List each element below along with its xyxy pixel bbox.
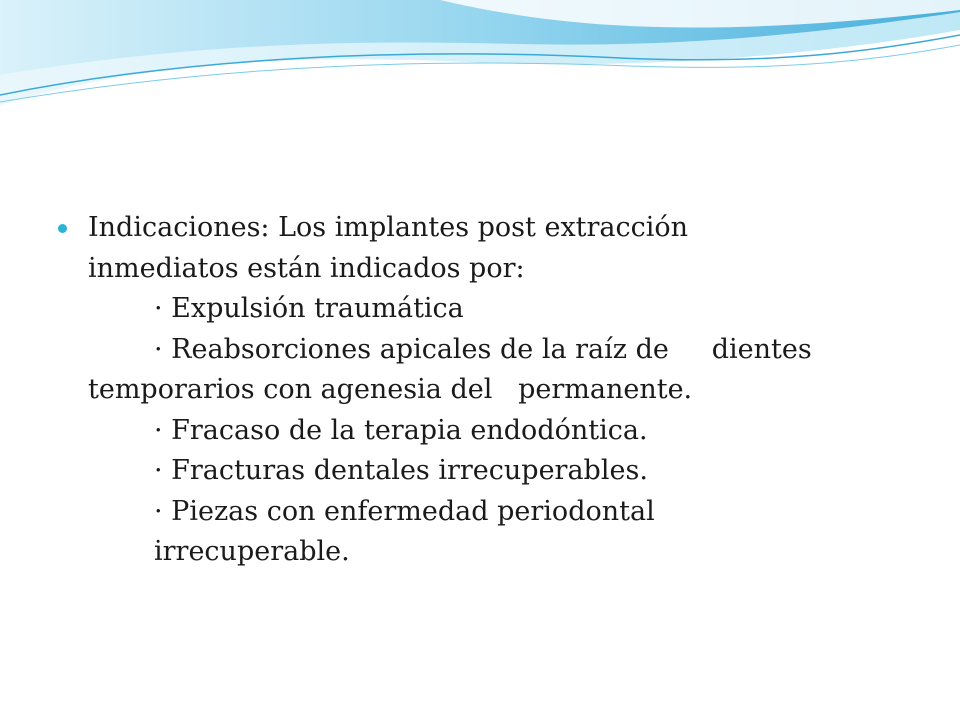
text-line-5: temporarios con agenesia del permanente. xyxy=(88,374,693,405)
text-line-2: inmediatos están indicados por: xyxy=(88,252,525,284)
text-line-4: · Reabsorciones apicales de la raíz de dientes xyxy=(154,333,812,365)
text-line-3: · Expulsión traumática xyxy=(154,293,464,324)
text-line-8: · Piezas con enfermedad periodontal xyxy=(154,495,655,527)
bullet-dot-icon xyxy=(58,224,67,233)
text-line-6: · Fracaso de la terapia endodóntica. xyxy=(154,414,648,446)
wave-header-decoration xyxy=(0,0,960,120)
text-line-9: irrecuperable. xyxy=(154,536,350,567)
bullet-item xyxy=(58,208,918,573)
text-line-1: Indicaciones: Los implantes post extracción xyxy=(88,212,689,243)
slide-body xyxy=(58,208,918,573)
text-line-7: · Fracturas dentales irrecuperables. xyxy=(154,455,648,486)
